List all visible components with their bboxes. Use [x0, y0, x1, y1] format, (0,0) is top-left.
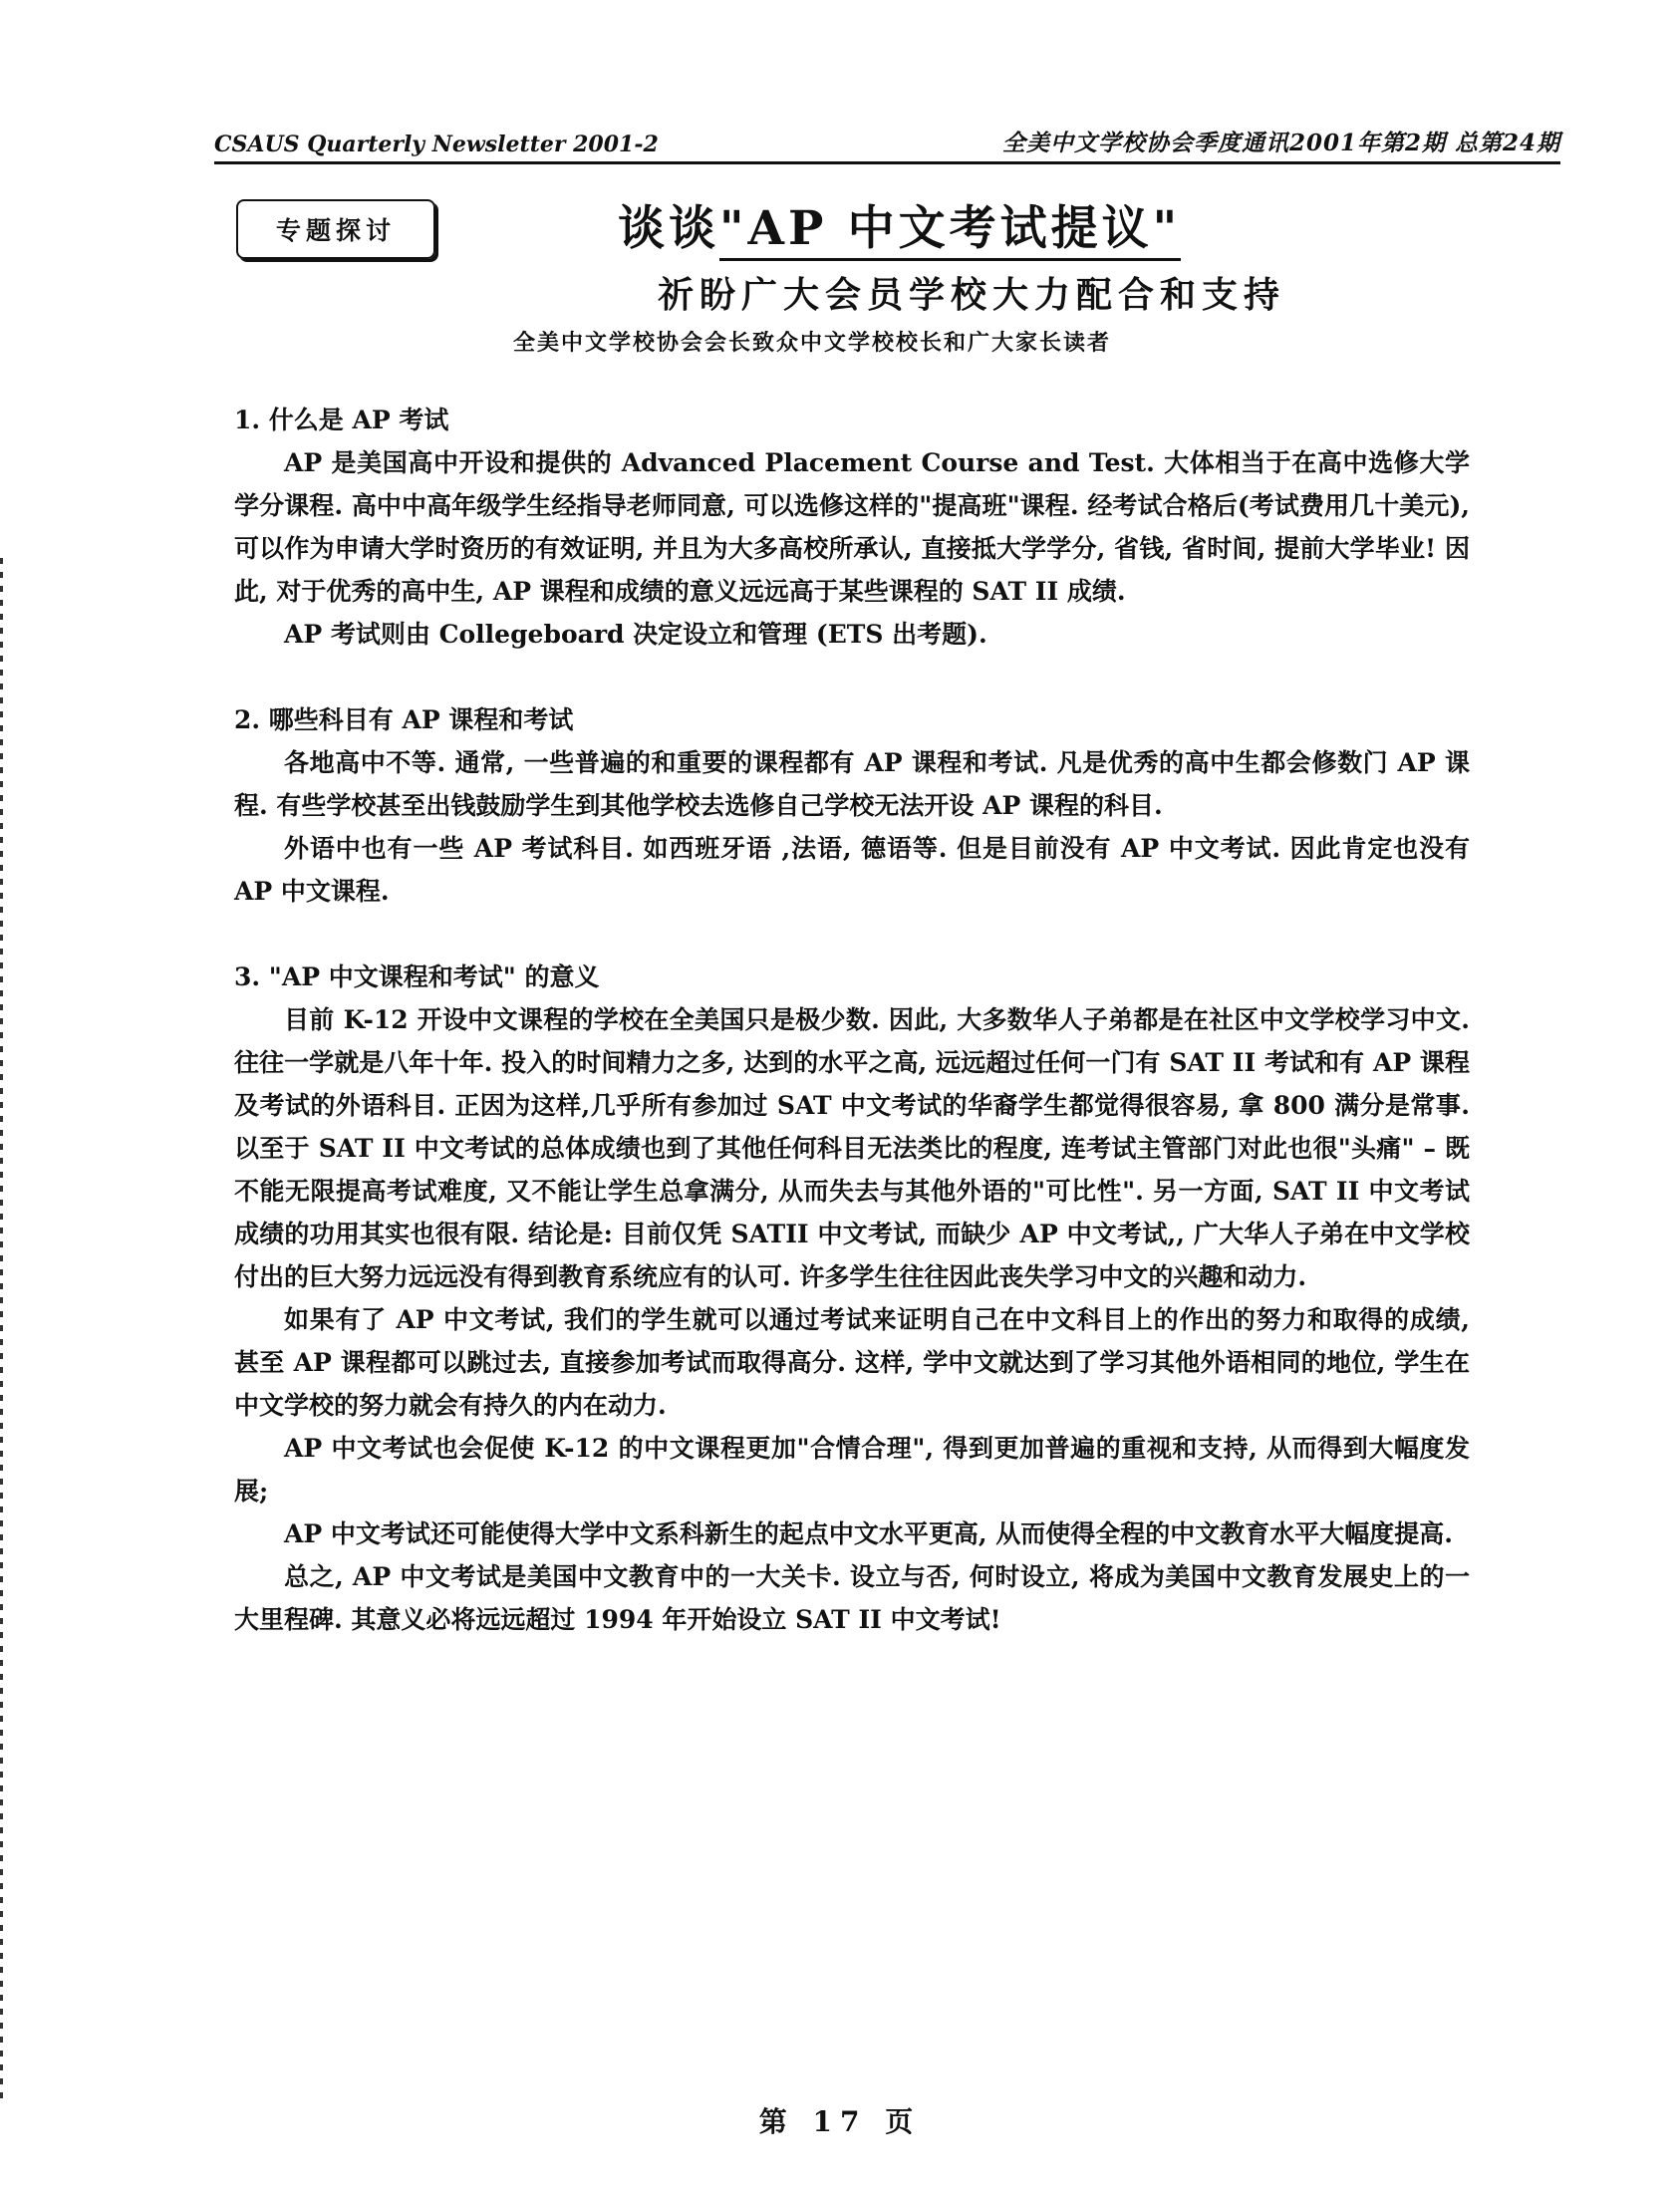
article-title [618, 191, 1315, 258]
article-body [234, 399, 1470, 1641]
spacer [234, 656, 1470, 698]
header-right: 全美中文学校协会季度通讯2001年第2期 总第24期 [1001, 130, 1560, 156]
article-subtitle: 祈盼广大会员学校大力配合和支持 [658, 274, 1286, 316]
topic-tag: 专题探讨 [236, 199, 435, 259]
page-header [214, 120, 1560, 164]
header-left: CSAUS Quarterly Newsletter 2001-2 [214, 132, 659, 157]
page-number: 第 17 页 [758, 2105, 922, 2138]
section-3-paragraph: 总之, AP 中文考试是美国中文教育中的一大关卡. 设立与否, 何时设立, 将成为美国中文教育发展史上的一大里程碑. 其意义必将远远超过 1994 年开始设立 SAT II 中文考试! [234, 1562, 1470, 1634]
article-byline: 全美中文学校协会会长致众中文学校校长和广大家长读者 [513, 330, 1112, 356]
section-2-paragraph: 外语中也有一些 AP 考试科目. 如西班牙语 ,法语, 德语等. 但是目前没有 AP 中文考试. 因此肯定也没有 AP 中文课程. [234, 834, 1470, 906]
section-3-paragraph: AP 中文考试也会促使 K-12 的中文课程更加"合情合理", 得到更加普遍的重视和支持, 从而得到大幅度发展; [234, 1434, 1470, 1506]
section-3-paragraph: AP 中文考试还可能使得大学中文系科新生的起点中文水平更高, 从而使得全程的中文教育水平大幅度提高. [284, 1519, 1454, 1548]
section-3-paragraph: 目前 K-12 开设中文课程的学校在全美国只是极少数. 因此, 大多数华人子弟都是在社区中文学校学习中文. 往往一学就是八年十年. 投入的时间精力之多, 达到的水平之高, 远远超过任何一门有 SAT II 考试和有 AP 课程及考试的外语科目. 正因为这样,几乎所有参加过 SAT 中文考试的华裔学生都觉得很容易, 拿 800 满分是常事. 以至于 SAT II 中文考试的总体成绩也到了其他任何科目无法类比的程度, 连考试主管部门对此也很"头痛" – 既不能无限提高考试难度, 又不能让学生总拿满分, 从而失去与其他外语的"可比性". 另一方面, SAT II 中文考试成绩的功用其实也很有限. 结论是: 目前仅凭 SATII 中文考试, 而缺少 AP 中文考试,, 广大华人子弟在中文学校付出的巨大努力远远没有得到教育系统应有的认可. 许多学生往往因此丧失学习中文的兴趣和动力. [234, 1005, 1470, 1291]
title-main: "AP 中文考试提议" [719, 201, 1181, 261]
title-prefix: 谈谈 [618, 201, 719, 256]
section-3-paragraph: 如果有了 AP 中文考试, 我们的学生就可以通过考试来证明自己在中文科目上的作出的努力和取得的成绩, 甚至 AP 课程都可以跳过去, 直接参加考试而取得高分. 这样, 学中文就达到了学习其他外语相同的地位, 学生在中文学校的努力就会有持久的内在动力. [234, 1305, 1470, 1420]
section-2-title: 2. 哪些科目有 AP 课程和考试 [234, 705, 574, 734]
spacer [234, 913, 1470, 956]
section-1-title: 1. 什么是 AP 考试 [234, 406, 449, 434]
section-2-paragraph: 各地高中不等. 通常, 一些普遍的和重要的课程都有 AP 课程和考试. 凡是优秀的高中生都会修数门 AP 课程. 有些学校甚至出钱鼓励学生到其他学校去选修自己学校无法开设 AP 课程的科目. [234, 748, 1470, 820]
section-1-paragraph: AP 考试则由 Collegeboard 决定设立和管理 (ETS 出考题). [284, 620, 987, 649]
scan-edge-artifact [0, 558, 3, 2102]
section-1-paragraph: AP 是美国高中开设和提供的 Advanced Placement Course and Test. 大体相当于在高中选修大学学分课程. 高中中高年级学生经指导老师同意, 可以选修这样的"提高班"课程. 经考试合格后(考试费用几十美元), 可以作为申请大学时资历的有效证明, 并且为大多高校所承认, 直接抵大学学分, 省钱, 省时间, 提前大学毕业! 因此, 对于优秀的高中生, AP 课程和成绩的意义远远高于某些课程的 SAT II 成绩. [234, 448, 1470, 606]
section-3-title: 3. "AP 中文课程和考试" 的意义 [234, 962, 600, 991]
